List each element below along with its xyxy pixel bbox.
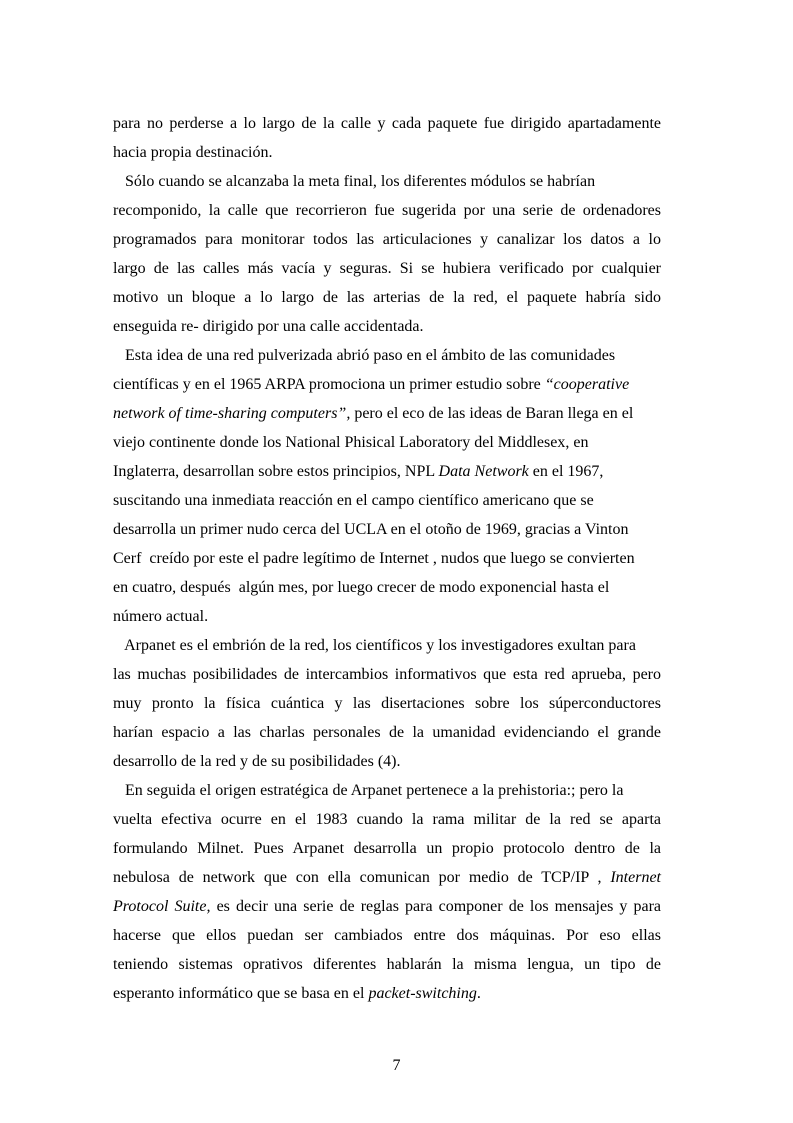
text-line: recomponido, la calle que recorrieron fue sugerida por una serie de ordenadores — [113, 202, 661, 219]
text-line: número actual. — [113, 608, 209, 625]
text-line: vuelta efectiva ocurre en el 1983 cuando la rama militar de la red se aparta — [113, 811, 661, 828]
text-line: hacerse que ellos puedan ser cambiados entre dos máquinas. Por eso ellas — [113, 927, 661, 944]
text-line: hacia propia destinación. — [113, 144, 273, 161]
text-line: Sólo cuando se alcanzaba la meta final, los diferentes módulos se habrían — [113, 173, 596, 190]
text-line — [113, 462, 661, 482]
text-run: científicas y en el 1965 ARPA promociona un primer estudio sobre — [113, 376, 545, 393]
italic-run: Data Network — [438, 463, 529, 480]
text-line: muy pronto la física cuántica y las disertaciones sobre los súperconductores — [113, 695, 661, 712]
text-line: viejo continente donde los National Phisical Laboratory del Middlesex, en — [113, 434, 589, 451]
text-run: . — [476, 985, 481, 1002]
text-line: Esta idea de una red pulverizada abrió paso en el ámbito de las comunidades — [113, 347, 616, 364]
text-line: largo de las calles más vacía y seguras. Si se hubiera verificado por cualquier — [113, 260, 661, 277]
text-line: programados para monitorar todos las articulaciones y canalizar los datos a lo — [113, 231, 661, 248]
italic-run: network of time-sharing computers”, — [113, 405, 351, 422]
text-run: Inglaterra, desarrollan sobre estos principios, NPL — [113, 463, 439, 480]
text-line: desarrollo de la red y de su posibilidades (4). — [113, 753, 401, 770]
text-line: Cerf creído por este el padre legítimo de Internet , nudos que luego se convierten — [113, 550, 635, 567]
text-line: enseguida re- dirigido por una calle accidentada. — [113, 318, 424, 335]
text-line: En seguida el origen estratégica de Arpanet pertenece a la prehistoria:; pero la — [113, 782, 624, 799]
italic-run: packet-switching — [368, 985, 477, 1002]
text-line: teniendo sistemas oprativos diferentes hablarán la misma lengua, un tipo de — [113, 956, 661, 973]
italic-run: Protocol Suite, — [113, 898, 211, 915]
text-line: motivo un bloque a lo largo de las arterias de la red, el paquete habría sido — [113, 289, 661, 306]
text-line: suscitando una inmediata reacción en el campo científico americano que se — [113, 492, 594, 509]
text-line: para no perderse a lo largo de la calle y cada paquete fue dirigido apartadamente — [113, 115, 661, 132]
text-line: en cuatro, después algún mes, por luego crecer de modo exponencial hasta el — [113, 579, 610, 596]
italic-run: Internet — [610, 869, 661, 886]
text-line: Arpanet es el embrión de la red, los científicos y los investigadores exultan para — [113, 637, 636, 654]
text-line: formulando Milnet. Pues Arpanet desarrolla un propio protocolo dentro de la — [113, 840, 661, 857]
text-line — [113, 375, 661, 395]
text-line — [113, 984, 661, 1004]
italic-run: “cooperative — [544, 376, 630, 393]
page-number: 7 — [392, 1057, 401, 1074]
text-line — [113, 404, 661, 424]
text-run: en el 1967, — [528, 463, 604, 480]
text-run: pero el eco de las ideas de Baran llega en el — [350, 405, 634, 422]
text-line: desarrolla un primer nudo cerca del UCLA en el otoño de 1969, gracias a Vinton — [113, 521, 629, 538]
text-line: las muchas posibilidades de intercambios informativos que esta red aprueba, pero — [113, 666, 661, 683]
text-line: harían espacio a las charlas personales de la umanidad evidenciando el grande — [113, 724, 661, 741]
text-run: es decir una serie de reglas para componer de los mensajes y para — [210, 898, 662, 915]
text-run: esperanto informático que se basa en el — [113, 985, 369, 1002]
text-line — [113, 868, 661, 888]
text-line — [113, 897, 661, 917]
text-run: nebulosa de network que con ella comunican por medio de TCP/IP , — [113, 869, 611, 886]
